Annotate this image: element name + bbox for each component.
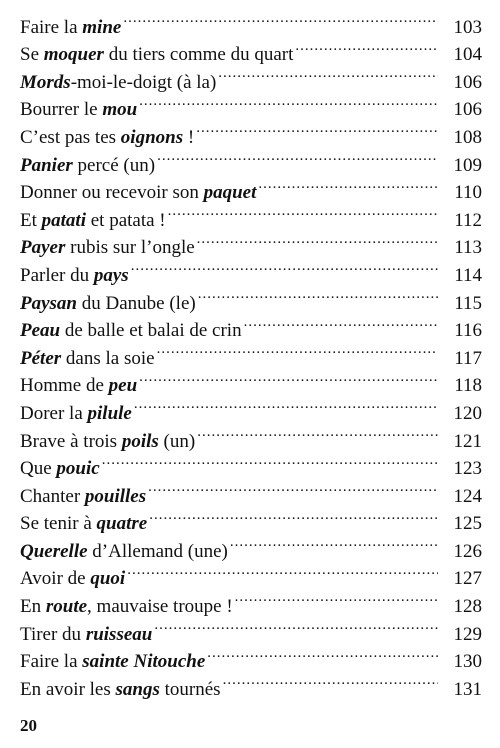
entry-title [20,455,100,483]
entry-text-after: -moi-le-doigt (à la) [70,71,217,93]
dot-leader [139,88,438,116]
entry-page-number: 118 [454,375,482,397]
entry-title [20,648,205,676]
entry-keyword: peu [108,375,138,397]
dot-leader [168,198,438,226]
dot-leader [127,557,438,585]
entry-keyword: Peau [20,320,61,342]
entry-text-after: et patata ! [85,209,166,231]
entry-text-before: Que [20,458,57,480]
entry-title [20,152,155,180]
dot-leader [123,5,438,33]
entry-title [20,565,125,593]
entry-text-before: C’est pas tes [20,126,121,148]
entry-text-after: rubis sur l’ongle [65,237,195,259]
entry-title [20,483,146,511]
entry-page-number: 126 [453,540,482,562]
entry-page-number: 127 [453,568,482,590]
entry-text-after: (un) [158,430,196,452]
entry-page-number: 115 [454,292,482,314]
entry-text-after: du tiers comme du quart [103,44,294,66]
entry-text-before: Brave à trois [20,430,122,452]
entry-title [20,510,147,538]
dot-leader [197,226,438,254]
entry-text-before: Et [20,209,42,231]
dot-leader [223,667,438,695]
entry-title [20,207,166,235]
dot-leader [295,33,438,61]
entry-page-number: 123 [453,458,482,480]
entry-text-after: tournés [159,678,221,700]
dot-leader [148,474,438,502]
entry-title [20,262,129,290]
entry-page-number: 103 [453,16,482,38]
entry-title [20,14,121,42]
entry-keyword: moquer [43,44,104,66]
entry-keyword: mine [82,16,122,38]
dot-leader [139,364,438,392]
entry-keyword: pays [93,264,129,286]
entry-keyword: Mords [20,71,71,93]
entry-text-after: d’Allemand (une) [87,540,228,562]
entry-text-after: percé (un) [72,154,156,176]
entry-text-before: Tirer du [20,623,86,645]
entry-text-after: dans la soie [61,347,155,369]
entry-page-number: 117 [454,347,482,369]
entry-page-number: 128 [453,596,482,618]
dot-leader [157,336,438,364]
entry-keyword: patati [41,209,86,231]
entry-text-before: Donner ou recevoir son [20,182,204,204]
entry-title [20,372,137,400]
dot-leader [197,419,438,447]
entry-keyword: paquet [203,182,257,204]
entry-keyword: pouilles [84,485,147,507]
entry-keyword: oignons [120,126,184,148]
entry-keyword: pilule [87,402,132,424]
entry-text-before: Faire la [20,651,83,673]
entry-page-number: 109 [453,154,482,176]
entry-text-before: Dorer la [20,402,88,424]
dot-leader [154,612,438,640]
entry-keyword: Panier [20,154,73,176]
entry-keyword: pouic [56,458,100,480]
entry-title [20,290,196,318]
entry-page-number: 104 [453,44,482,66]
page-number: 20 [20,716,37,735]
entry-page-number: 106 [453,71,482,93]
dot-leader [218,60,438,88]
entry-page-number: 110 [454,182,482,204]
dot-leader [198,281,438,309]
entry-keyword: Querelle [20,540,88,562]
entry-page-number: 120 [453,402,482,424]
entry-text-before: Chanter [20,485,85,507]
table-of-contents [20,5,482,700]
entry-page-number: 131 [453,678,482,700]
dot-leader [134,391,438,419]
entry-page-number: 124 [453,485,482,507]
entry-text-before: Se tenir à [20,513,97,535]
entry-text-before: En avoir les [20,678,116,700]
entry-keyword: ruisseau [85,623,153,645]
dot-leader [157,143,438,171]
entry-title [20,345,155,373]
entry-title [20,676,221,704]
entry-text-before: Parler du [20,264,94,286]
dot-leader [235,584,438,612]
entry-text-after: de balle et balai de crin [60,320,242,342]
entry-keyword: quatre [96,513,148,535]
entry-keyword: sangs [115,678,160,700]
entry-page-number: 130 [453,651,482,673]
entry-text-before: Faire la [20,16,83,38]
entry-text-before: Homme de [20,375,109,397]
entry-keyword: Péter [20,347,62,369]
entry-keyword: route [45,596,88,618]
entry-keyword: poils [121,430,159,452]
dot-leader [244,309,438,337]
entry-text-after: , mauvaise troupe ! [87,596,233,618]
entry-keyword: quoi [90,568,126,590]
entry-keyword: mou [102,99,138,121]
toc-entry [20,5,482,38]
entry-page-number: 108 [453,126,482,148]
entry-text-before: En [20,596,46,618]
dot-leader [131,253,438,281]
entry-title [20,621,152,649]
entry-text-before: Se [20,44,44,66]
entry-text-before: Avoir de [20,568,91,590]
dot-leader [102,447,438,475]
dot-leader [149,502,438,530]
entry-text-after: du Danube (le) [77,292,196,314]
entry-keyword: Payer [20,237,66,259]
entry-text-after: ! [183,126,195,148]
dot-leader [258,171,438,199]
entry-page-number: 106 [453,99,482,121]
entry-page-number: 116 [454,320,482,342]
entry-page-number: 129 [453,623,482,645]
entry-page-number: 114 [454,264,482,286]
entry-keyword: sainte Nitouche [82,651,206,673]
entry-page-number: 125 [453,513,482,535]
dot-leader [207,640,438,668]
entry-page-number: 121 [453,430,482,452]
entry-text-before: Bourrer le [20,99,103,121]
dot-leader [196,115,438,143]
entry-page-number: 112 [454,209,482,231]
entry-page-number: 113 [454,237,482,259]
dot-leader [230,529,438,557]
entry-title [20,400,132,428]
entry-keyword: Paysan [20,292,77,314]
entry-title [20,96,137,124]
